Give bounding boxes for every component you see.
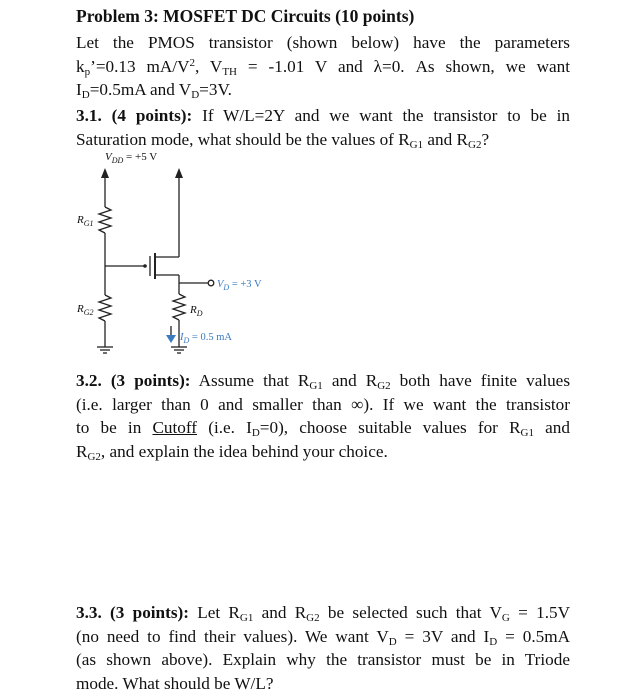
vd-node-terminal xyxy=(208,280,214,286)
cutoff-underlined: Cutoff xyxy=(152,418,198,438)
q33-line-3: (as shown above). Explain why the transistor must be in Triode xyxy=(76,650,570,670)
problem-title: Problem 3: MOSFET DC Circuits (10 points) xyxy=(76,6,415,26)
intro-line-2: $k_p’=0.13$ $mA/V^2$, $V_{TH} = -1.01$ V and λ=0. As shown, we want xyxy=(76,56,571,78)
vd-label: $V_D = +3$ V xyxy=(217,279,262,292)
intro-line-1: Let the PMOS transistor (shown below) have the parameters xyxy=(76,33,570,52)
q33-line-4: mode. What should be W/L? xyxy=(76,673,274,693)
rg2-resistor xyxy=(99,295,111,321)
rg2-label: $R_{G2}$ xyxy=(77,303,94,317)
rd-resistor xyxy=(173,294,185,320)
rg1-label: $R_{G1}$ xyxy=(77,214,94,228)
q32-line-4: $R_{G2}$, and explain the idea behind your choice. xyxy=(76,441,388,463)
q31-line-2: Saturation mode, what should be the values of $R_{G1}$ and $R_{G2}$? xyxy=(76,129,490,151)
current-arrow-icon xyxy=(166,335,176,343)
id-label: $I_D = 0.5$ mA xyxy=(180,332,232,345)
q32-line-1: 3.2. (3 points): Assume that $R_{G1}$ and $R_{G2}$ both have finite values xyxy=(76,371,571,392)
q33-line-1: 3.3. (3 points): Let $R_{G1}$ and $R_{G2}$ be selected such that $V_G = 1.5V$ xyxy=(76,603,571,624)
rg1-resistor xyxy=(99,207,111,233)
q33-line-2: (no need to find their values). We want $V_D = 3V$ and $I_D = 0.5mA$ xyxy=(76,626,571,648)
q32-line-2: (i.e. larger than 0 and smaller than ∞). If we want the transistor xyxy=(76,394,570,414)
rd-label: $R_D$ xyxy=(190,304,203,318)
q32-line-3: to be in Cutoff (i.e. $I_D=0$), choose suitable values for $R_{G1}$ and xyxy=(76,418,570,440)
intro-line-3: $I_D=0.5mA$ and $V_D=3V$. xyxy=(76,80,232,102)
vdd-label: $V_{DD} = +5$ V xyxy=(105,151,158,165)
q31-line-1: 3.1. (4 points): If W/L=2Y and we want the transistor to be in xyxy=(76,106,570,125)
